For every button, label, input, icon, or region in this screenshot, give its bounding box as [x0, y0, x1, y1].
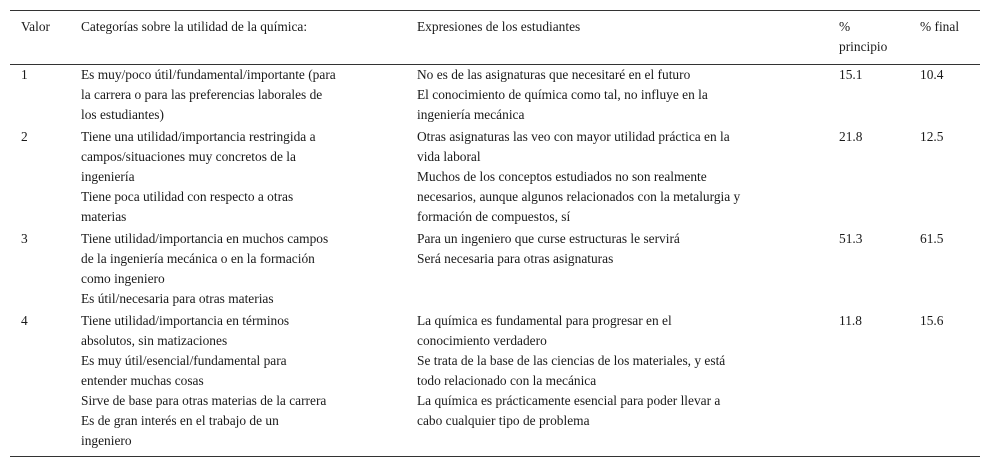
row-categorias: Tiene una utilidad/importancia restringida a campos/situaciones muy concretos de la ingeniería Tiene poca utilidad con respecto a otras materias: [81, 129, 316, 224]
row-principio: 15.1: [839, 67, 863, 82]
row-categorias: Tiene utilidad/importancia en términos absolutos, sin matizaciones Es muy útil/esencial/fundamental para entender muchas cosas Sirve de base para otras materias de la carrera Es de gran interés en el trabajo de un ingeniero: [81, 313, 327, 448]
header-valor: Valor: [21, 19, 51, 34]
row-final: 15.6: [920, 313, 944, 328]
table-top-rule: [10, 10, 980, 11]
header-principio: % principio: [839, 19, 888, 54]
row-categorias: Tiene utilidad/importancia en muchos campos de la ingeniería mecánica o en la formación como ingeniero Es útil/necesaria para otras materias: [81, 231, 329, 306]
header-categorias: Categorías sobre la utilidad de la química:: [81, 19, 308, 34]
row-categorias: Es muy/poco útil/fundamental/importante (para la carrera o para las preferencias laborales de los estudiantes): [81, 67, 336, 122]
row-principio: 51.3: [839, 231, 863, 246]
row-principio: 11.8: [839, 313, 862, 328]
header-expresiones: Expresiones de los estudiantes: [417, 19, 581, 34]
row-final: 12.5: [920, 129, 944, 144]
header-final: % final: [920, 19, 960, 34]
row-valor: 4: [21, 313, 28, 328]
row-valor: 3: [21, 231, 28, 246]
row-final: 10.4: [920, 67, 944, 82]
row-expresiones: Otras asignaturas las veo con mayor utilidad práctica en la vida laboral Muchos de los conceptos estudiados no son realmente necesarios, aunque algunos relacionados con la metalurgia y formación de compuestos, sí: [417, 129, 741, 224]
row-valor: 1: [21, 67, 28, 82]
row-expresiones: Para un ingeniero que curse estructuras le servirá Será necesaria para otras asignaturas: [417, 231, 680, 266]
row-final: 61.5: [920, 231, 944, 246]
row-valor: 2: [21, 129, 28, 144]
table-bottom-rule: [10, 456, 980, 457]
row-expresiones: La química es fundamental para progresar en el conocimiento verdadero Se trata de la base de las ciencias de los materiales, y está todo relacionado con la mecánica La química es prácticamente esencial para poder llevar a cabo cualquier tipo de problema: [417, 313, 726, 428]
row-expresiones: No es de las asignaturas que necesitaré en el futuro El conocimiento de química como tal, no influye en la ingeniería mecánica: [417, 67, 708, 122]
row-principio: 21.8: [839, 129, 863, 144]
